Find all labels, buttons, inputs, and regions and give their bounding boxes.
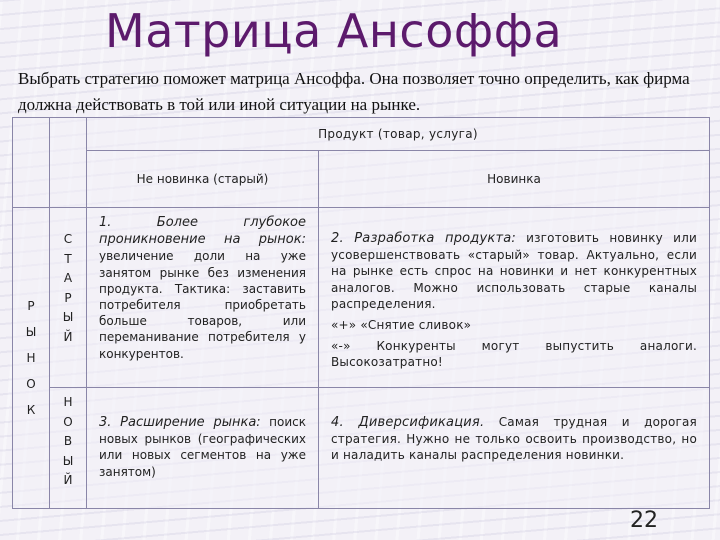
slide-title: Матрица Ансоффа [105,4,563,58]
column-header-old-label: Не новинка (старый) [136,171,269,186]
product-header: Продукт (товар, услуга) [87,118,710,151]
cell3-heading: 3. Расширение рынка: [99,415,261,430]
cell4-text: Самая трудная и дорогая стратегия. Нужно не только освоить производство, но и наладить каналы распределения новинки. [331,415,697,463]
cell2-text: изготовить новинку или усовершенствовать «старый» товар. Актуально, если на рынке есть спрос на новинки и нет конкурентных аналогов. Можно использовать старые каналы распределения. [331,231,697,311]
column-header-new-product: Новинка [319,151,710,208]
cell1-heading: 1. Более глубокое проникновение на рынок: [99,215,306,248]
cell-product-development [319,208,710,388]
cell1-text: увеличение доли на уже занятом рынке без изменения продукта. Тактика: заставить потребителя приобретать больше товаров, или переманивание потребителя у конкурентов. [99,249,306,361]
cell4-heading: 4. Диверсификация. [331,415,485,430]
corner-cell-lower [13,151,50,208]
page-number: 22 [630,508,658,533]
cell-market-development [87,388,319,509]
cell3-text: поиск новых рынков (географических или новых сегментов на уже занятом) [99,415,306,479]
corner-cell-inner [50,118,87,151]
cell-diversification [319,388,710,509]
ansoff-matrix-table [12,117,710,509]
row-label-old-market: С Т А Р Ы Й [50,208,87,388]
cell2-heading: 2. Разработка продукта: [331,231,516,246]
intro-text: Выбрать стратегию поможет матрица Ансоффа. Она позволяет точно определить, как фирма должна действовать в той или иной ситуации на рынке. [18,69,690,114]
corner-cell-inner-lower [50,151,87,208]
column-header-old-product [87,151,319,208]
market-row-label: Р Ы Н О К [13,208,50,509]
cell-market-penetration [87,208,319,388]
row-label-new-market: Н О В Ы Й [50,388,87,509]
cell2-minus: «-» Конкуренты могут выпустить аналоги. Высокозатратно! [331,339,697,370]
corner-cell [13,118,50,151]
cell2-plus: «+» «Снятие сливок» [331,318,472,333]
